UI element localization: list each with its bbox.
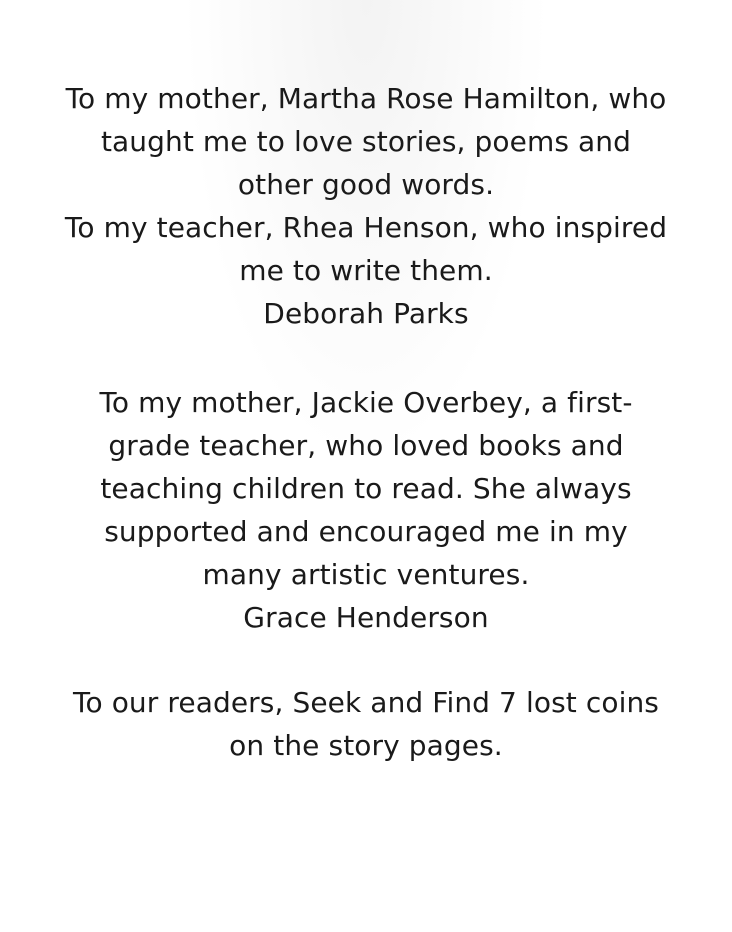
reader-note-line: on the story pages. <box>229 729 503 762</box>
dedication-line: taught me to love stories, poems and <box>100 125 632 158</box>
illustrator-signature: Grace Henderson <box>243 601 489 634</box>
dedication-line: To my mother, Martha Rose Hamilton, who <box>65 82 667 115</box>
dedication-line: To my mother, Jackie Overbey, a first- <box>99 386 633 419</box>
reader-note <box>0 681 732 767</box>
dedication-grace-henderson <box>0 381 732 639</box>
reader-note-line: To our readers, Seek and Find 7 lost coins <box>73 686 659 719</box>
dedication-line: many artistic ventures. <box>202 558 530 591</box>
dedication-deborah-parks <box>0 77 732 335</box>
dedication-line: supported and encouraged me in my <box>104 515 628 548</box>
dedication-line: grade teacher, who loved books and <box>108 429 624 462</box>
dedication-line: me to write them. <box>239 254 493 287</box>
dedication-line: other good words. <box>237 168 495 201</box>
author-signature: Deborah Parks <box>263 297 469 330</box>
dedication-line: teaching children to read. She always <box>100 472 632 505</box>
dedication-line: To my teacher, Rhea Henson, who inspired <box>64 211 668 244</box>
